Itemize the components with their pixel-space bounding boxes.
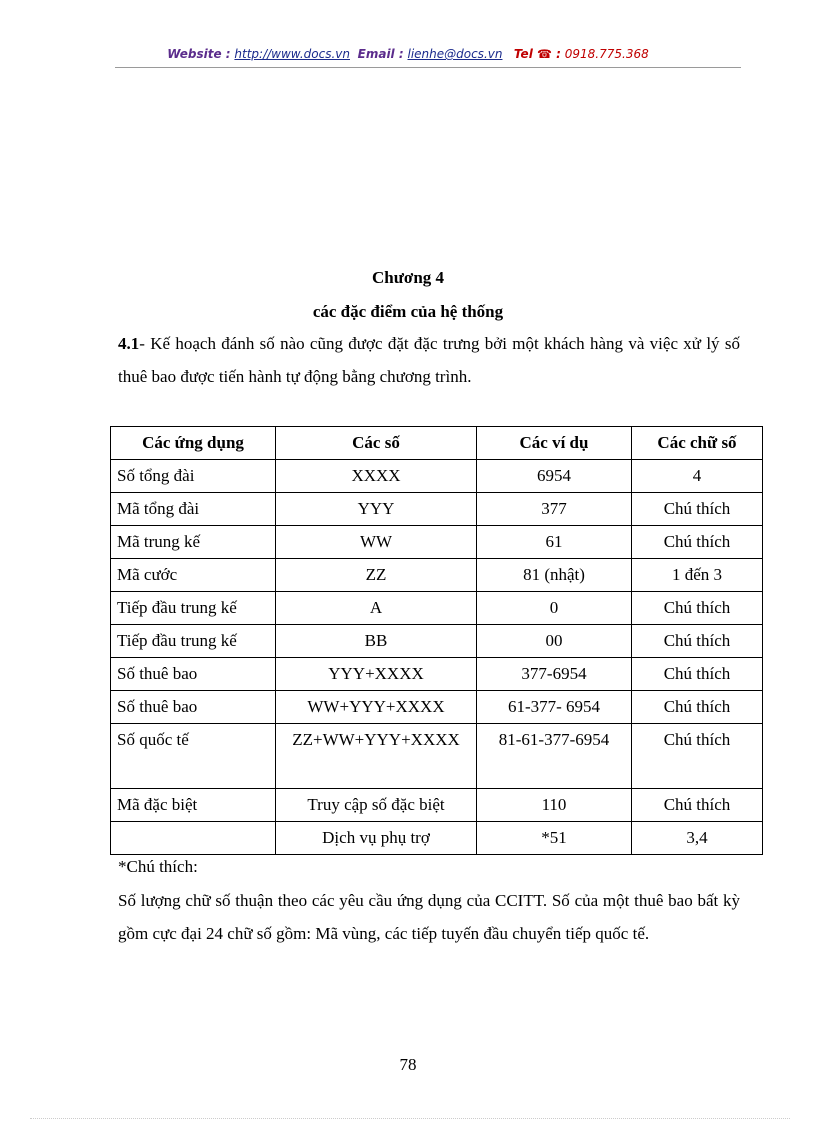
cell-ex: 61-377- 6954	[477, 691, 632, 724]
table-row	[111, 822, 763, 855]
cell-ex: 00	[477, 625, 632, 658]
cell-num: WW	[276, 526, 477, 559]
cell-num: YYY	[276, 493, 477, 526]
intro-text: - Kế hoạch đánh số nào cũng được đặt đặc trưng bởi một khách hàng và việc xử lý số thuê bao được tiến hành tự động bằng chương trình.	[118, 334, 740, 386]
cell-digits: Chú thích	[632, 789, 763, 822]
cell-num: ZZ	[276, 559, 477, 592]
cell-app	[111, 822, 276, 855]
email-link[interactable]: lienhe@docs.vn	[407, 47, 503, 61]
website-link[interactable]: http://www.docs.vn	[234, 47, 350, 61]
cell-num: XXXX	[276, 460, 477, 493]
cell-digits: 1 đến 3	[632, 559, 763, 592]
cell-num: YYY+XXXX	[276, 658, 477, 691]
cell-digits: Chú thích	[632, 625, 763, 658]
table-row	[111, 724, 763, 789]
cell-num-text: ZZ+WW+YYY+XXXX	[292, 730, 460, 749]
cell-num	[276, 724, 477, 789]
cell-app: Tiếp đầu trung kế	[111, 625, 276, 658]
note-label: *Chú thích:	[118, 857, 198, 876]
email-label: Email :	[357, 47, 404, 61]
cell-digits: 4	[632, 460, 763, 493]
header-numbers: Các số	[276, 427, 477, 460]
table-row	[111, 658, 763, 691]
cell-digits: Chú thích	[632, 526, 763, 559]
cell-ex: 0	[477, 592, 632, 625]
cell-app: Mã cước	[111, 559, 276, 592]
table-row	[111, 592, 763, 625]
cell-num: Dịch vụ phụ trợ	[276, 822, 477, 855]
cell-ex: 81 (nhật)	[477, 559, 632, 592]
table-row	[111, 625, 763, 658]
chapter-title: các đặc điểm của hệ thống	[312, 302, 504, 321]
cell-digits: Chú thích	[632, 691, 763, 724]
phone-number: 0918.775.368	[564, 47, 649, 61]
cell-app: Số thuê bao	[111, 658, 276, 691]
numbering-table	[110, 426, 763, 855]
cell-digits: Chú thích	[632, 493, 763, 526]
cell-app: Mã trung kế	[111, 526, 276, 559]
table-row	[111, 789, 763, 822]
intro-paragraph	[118, 327, 740, 393]
table-row	[111, 493, 763, 526]
cell-num: Truy cập số đặc biệt	[276, 789, 477, 822]
table-header-row	[111, 427, 763, 460]
cell-ex: 110	[477, 789, 632, 822]
table-row	[111, 559, 763, 592]
cell-digits: Chú thích	[632, 724, 763, 789]
cell-ex: 6954	[477, 460, 632, 493]
cell-digits: 3,4	[632, 822, 763, 855]
cell-num: BB	[276, 625, 477, 658]
header-divider	[115, 67, 741, 68]
cell-digits: Chú thích	[632, 658, 763, 691]
website-label: Website :	[167, 47, 231, 61]
cell-app: Mã tổng đài	[111, 493, 276, 526]
cell-app: Tiếp đầu trung kế	[111, 592, 276, 625]
footer-divider	[30, 1118, 790, 1119]
note-text: Số lượng chữ số thuận theo các yêu cầu ứng dụng của CCITT. Số của một thuê bao bất kỳ gồm cực đại 24 chữ số gồm: Mã vùng, các tiếp tuyến đầu chuyển tiếp quốc tế.	[118, 891, 740, 943]
cell-digits: Chú thích	[632, 592, 763, 625]
cell-app: Mã đặc biệt	[111, 789, 276, 822]
cell-ex: 377-6954	[477, 658, 632, 691]
cell-app: Số thuê bao	[111, 691, 276, 724]
cell-ex: 81-61-377-6954	[477, 724, 632, 789]
cell-num: WW+YYY+XXXX	[276, 691, 477, 724]
cell-num: A	[276, 592, 477, 625]
chapter-number: Chương 4	[371, 268, 445, 287]
header-digits: Các chữ số	[632, 427, 763, 460]
page-number: 78	[399, 1055, 417, 1074]
cell-ex: 61	[477, 526, 632, 559]
cell-ex: *51	[477, 822, 632, 855]
cell-ex: 377	[477, 493, 632, 526]
table-row	[111, 526, 763, 559]
table-row	[111, 691, 763, 724]
tel-label: Tel ☎ :	[513, 47, 561, 61]
cell-app: Số quốc tế	[111, 724, 276, 789]
cell-app: Số tổng đài	[111, 460, 276, 493]
header-examples: Các ví dụ	[477, 427, 632, 460]
page-header	[0, 47, 816, 61]
table-row	[111, 460, 763, 493]
section-number: 4.1	[118, 334, 140, 353]
header-applications: Các ứng dụng	[111, 427, 276, 460]
